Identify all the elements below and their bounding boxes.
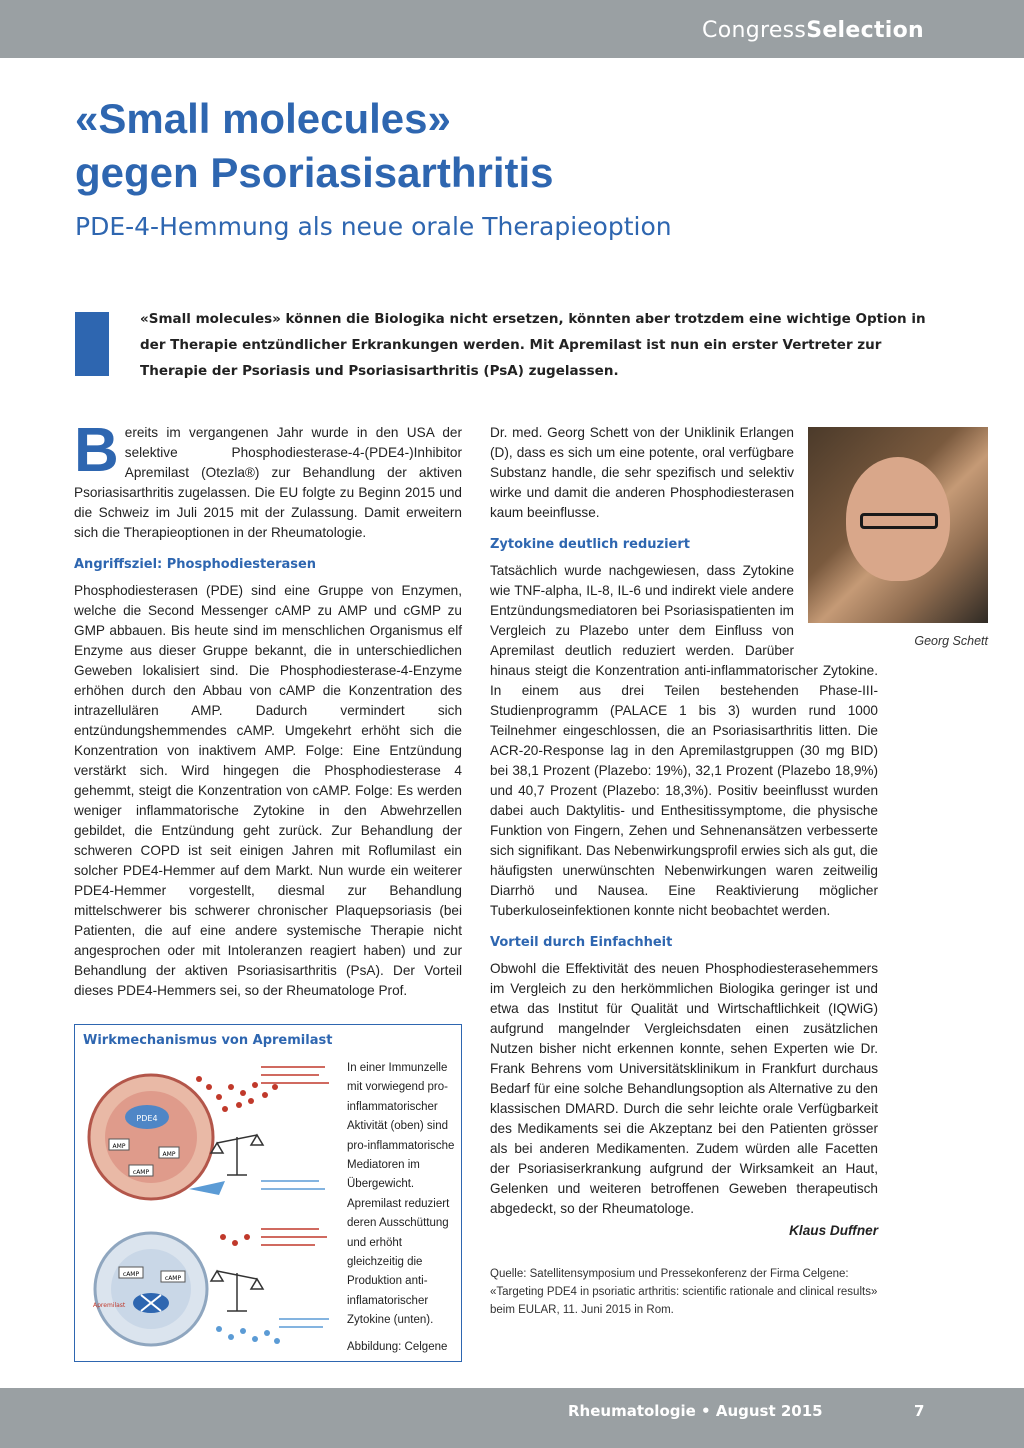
brand-logo [702, 18, 924, 43]
camp-label-1: cAMP [132, 1169, 150, 1176]
pro-inflammatory-dots-lower [220, 1234, 250, 1246]
camp-label-3: cAMP [164, 1275, 182, 1282]
legend-lines-anti-lower [279, 1319, 329, 1327]
body-paragraph: Phosphodiesterasen (PDE) sind eine Gruppe von Enzymen, welche die Second Messenger cAMP zu AMP und cGMP zu GMP abbauen. Bis heute sind im menschlichen Organismus elf Enzyme aus dieser Gruppe bekannt, die in unterschiedlichen Geweben lokalisiert sind. Die Phosphodiesterase-4-Enzyme erhöhen durch den Abbau von cAMP die Konzentration des intrazellulären AMP. Dadurch vermindert sich entzündungshemmendes cAMP. Umgekehrt erhöht sich die Konzentration von inaktivem AMP. Folge: Eine Entzündung verstärkt sich. Wird hingegen die Phosphodiesterase 4 gehemmt, steigt die Konzentration von cAMP. Folge: Es werden weniger inflammatorische Zytokine in den Abwehrzellen gebildet, die Entzündung geht zurück. Zur Behandlung der schweren COPD ist seit einigen Jahren mit Roflumilast ein solcher PDE4-Hemmer auf dem Markt. Nun wurde ein weiterer PDE4-Hemmer vorgestellt, diesmal zur Behandlung mittelschwerer bis schwerer chronischer Plaquepsoriasis (bei Patienten, die auf eine andere systemische Therapie nicht angesprochen oder mit Intoleranzen reagiert haben) und zur Behandlung der aktiven Psoriasisarthritis (PsA). Der Vorteil dieses PDE4-Hemmers sei, so der Rheumatologe Prof. [74, 583, 462, 998]
article-subtitle: PDE-4-Hemmung als neue orale Therapieoption [75, 212, 672, 241]
figure-box [74, 1024, 462, 1362]
brand-bold: Selection [806, 18, 924, 43]
amp-label-1: AMP [112, 1143, 126, 1150]
intro-text: ereits im vergangenen Jahr wurde in den USA der selektive Phosphodiesterase-4-(PDE4-)Inhibitor Apremilast (Otezla®) zur Behandlung der aktiven Psoriasisarthritis zugelassen. Die EU folgte zu Beginn 2015 und die Schweiz im Juli 2015 mit der Zulassung. Damit erweitern sich die Therapieoptionen in der Rheumatologie. [74, 425, 462, 540]
footer-bar [0, 1388, 1024, 1448]
title-line-2: gegen Psoriasisarthritis [75, 149, 554, 196]
intro-paragraph [74, 416, 462, 543]
amp-label-2: AMP [162, 1151, 176, 1158]
apremilast-label: Apremilast [93, 1302, 126, 1309]
portrait-caption: Georg Schett [914, 634, 988, 648]
figure-credit: Abbildung: Celgene [347, 1341, 448, 1353]
cytokines-paragraph: Tatsächlich wurde nachgewiesen, dass Zytokine wie TNF-alpha, IL-8, IL-6 und indirekt viele andere Entzündungsmediatoren bei Psoriasispatienten im Vergleich zu Plazebo unter dem Einfluss von Apremilast deutlich reduziert werden. Darüber hinaus steigt die Konzentration anti-inflammatorischer Zytokine. In einem aus drei Teilen bestehenden Phase-III-Studienprogramm (PALACE 1 bis 3) wurden rund 1000 Teilnehmer eingeschlossen, die an Psoriasisarthritis litten. Die ACR-20-Response lag in den Apremilastgruppen (30 mg BID) bei 38,1 Prozent (Plazebo: 19%), 32,1 Prozent (Plazebo 18,9%) und 40,7 Prozent (Plazebo: 18,3%). Positiv beeinflusst wurden dabei auch Daktylitis- und Enthesitissymptome, die physische Funktion von Fingern, Zehen und Sehnenansätzen verbesserte sich signifikant. Das Nebenwirkungsprofil erwies sich als gut, die häufigsten unerwünschten Nebenwirkungen waren zeitweilig Diarrhö und Nausea. Eine Reaktivierung möglicher Tuberkuloseinfektionen konnte nicht beobachtet werden. [490, 563, 878, 918]
continued-paragraph: Dr. med. Georg Schett von der Uniklinik Erlangen (D), dass es sich um eine potente, oral verfügbare Substanz handle, die sehr spezifisch und selektiv wirke und damit die anderen Phosphodiesterasen kaum beeinflusse. [490, 425, 794, 520]
brand-light: Congress [702, 18, 807, 43]
anti-inflammatory-dots [216, 1326, 280, 1344]
title-line-1: «Small molecules» [75, 95, 451, 142]
portrait-photo [808, 427, 988, 623]
section-heading-advantage: Vorteil durch Einfachheit [490, 935, 673, 950]
section-heading-cytokines: Zytokine deutlich reduziert [490, 537, 690, 552]
legend-lines-anti-upper [261, 1181, 325, 1189]
page-number: 7 [914, 1402, 925, 1420]
scale-lower [211, 1271, 263, 1311]
figure-caption: In einer Immunzelle mit vorwiegend pro-inflammatorischer Aktivität (oben) sind pro-inflammatorische Mediatoren im Übergewicht. Apremilast reduziert deren Ausschüttung und erhöht gleichzeitig die Produktion anti-inflamatorischer Zytokine (unten). [347, 1062, 455, 1327]
lower-cell-inner [111, 1249, 191, 1329]
source-note: Quelle: Satellitensymposium und Pressekonferenz der Firma Celgene: «Targeting PDE4 in psoriatic arthritis: scientific rationale and clinical results» beim EULAR, 11. Juni 2015 in Rom. [490, 1268, 878, 1316]
mechanism-diagram [79, 1057, 337, 1357]
header-bar [0, 0, 1024, 58]
camp-label-2: cAMP [122, 1271, 140, 1278]
figure-title: Wirkmechanismus von Apremilast [83, 1033, 333, 1048]
section-heading-targets: Angriffsziel: Phosphodiesterasen [74, 557, 317, 572]
legend-lines-upper [261, 1067, 329, 1083]
right-column [490, 423, 988, 1319]
article-title [75, 92, 955, 200]
advantage-paragraph: Obwohl die Effektivität des neuen Phosphodiesterasehemmers im Vergleich zu den herkömmlichen Biologika geringer ist und etwa das Institut für Qualität und Wirtschaftlichkeit (IQWiG) aufgrund mangelnder Vergleichsdaten einen zusätzlichen Nutzen bisher nicht erkennen konnte, sehen Experten wie Dr. Frank Behrens vom Universitätsklinikum in Frankfurt durchaus Bedarf für eine solche Behandlungsoption als Alternative zu den klassischen DMARD. Durch die sehr leichte orale Verfügbarkeit des Medikaments sei die Akzeptanz bei den Patienten grösser als bei anderen Medikamenten. Zudem würden alle Facetten der Psoriasiserkrankung aufgrund der Wirksamkeit an Haut, Gelenken und weiteren betroffenen Geweben therapeutisch abgedeckt, so der Rheumatologe. [490, 961, 878, 1216]
scale-upper [211, 1135, 263, 1175]
legend-lines-lower [261, 1229, 327, 1245]
author-name: Klaus Duffner [789, 1223, 878, 1238]
pde4-label: PDE4 [136, 1114, 158, 1123]
dropcap: B [74, 416, 119, 485]
lead-accent-bar [75, 312, 109, 376]
journal-issue: Rheumatologie • August 2015 [568, 1402, 823, 1420]
portrait-glasses [860, 513, 938, 529]
portrait-figure [808, 427, 988, 653]
left-column [74, 416, 462, 1001]
pro-inflammatory-dots [196, 1076, 278, 1112]
lead-paragraph: «Small molecules» können die Biologika nicht ersetzen, könnten aber trotzdem eine wichtige Option in der Therapie entzündlicher Erkrankungen werden. Mit Apremilast ist nun ein erster Vertreter zur Therapie der Psoriasis und Psoriasisarthritis (PsA) zugelassen. [140, 311, 926, 379]
